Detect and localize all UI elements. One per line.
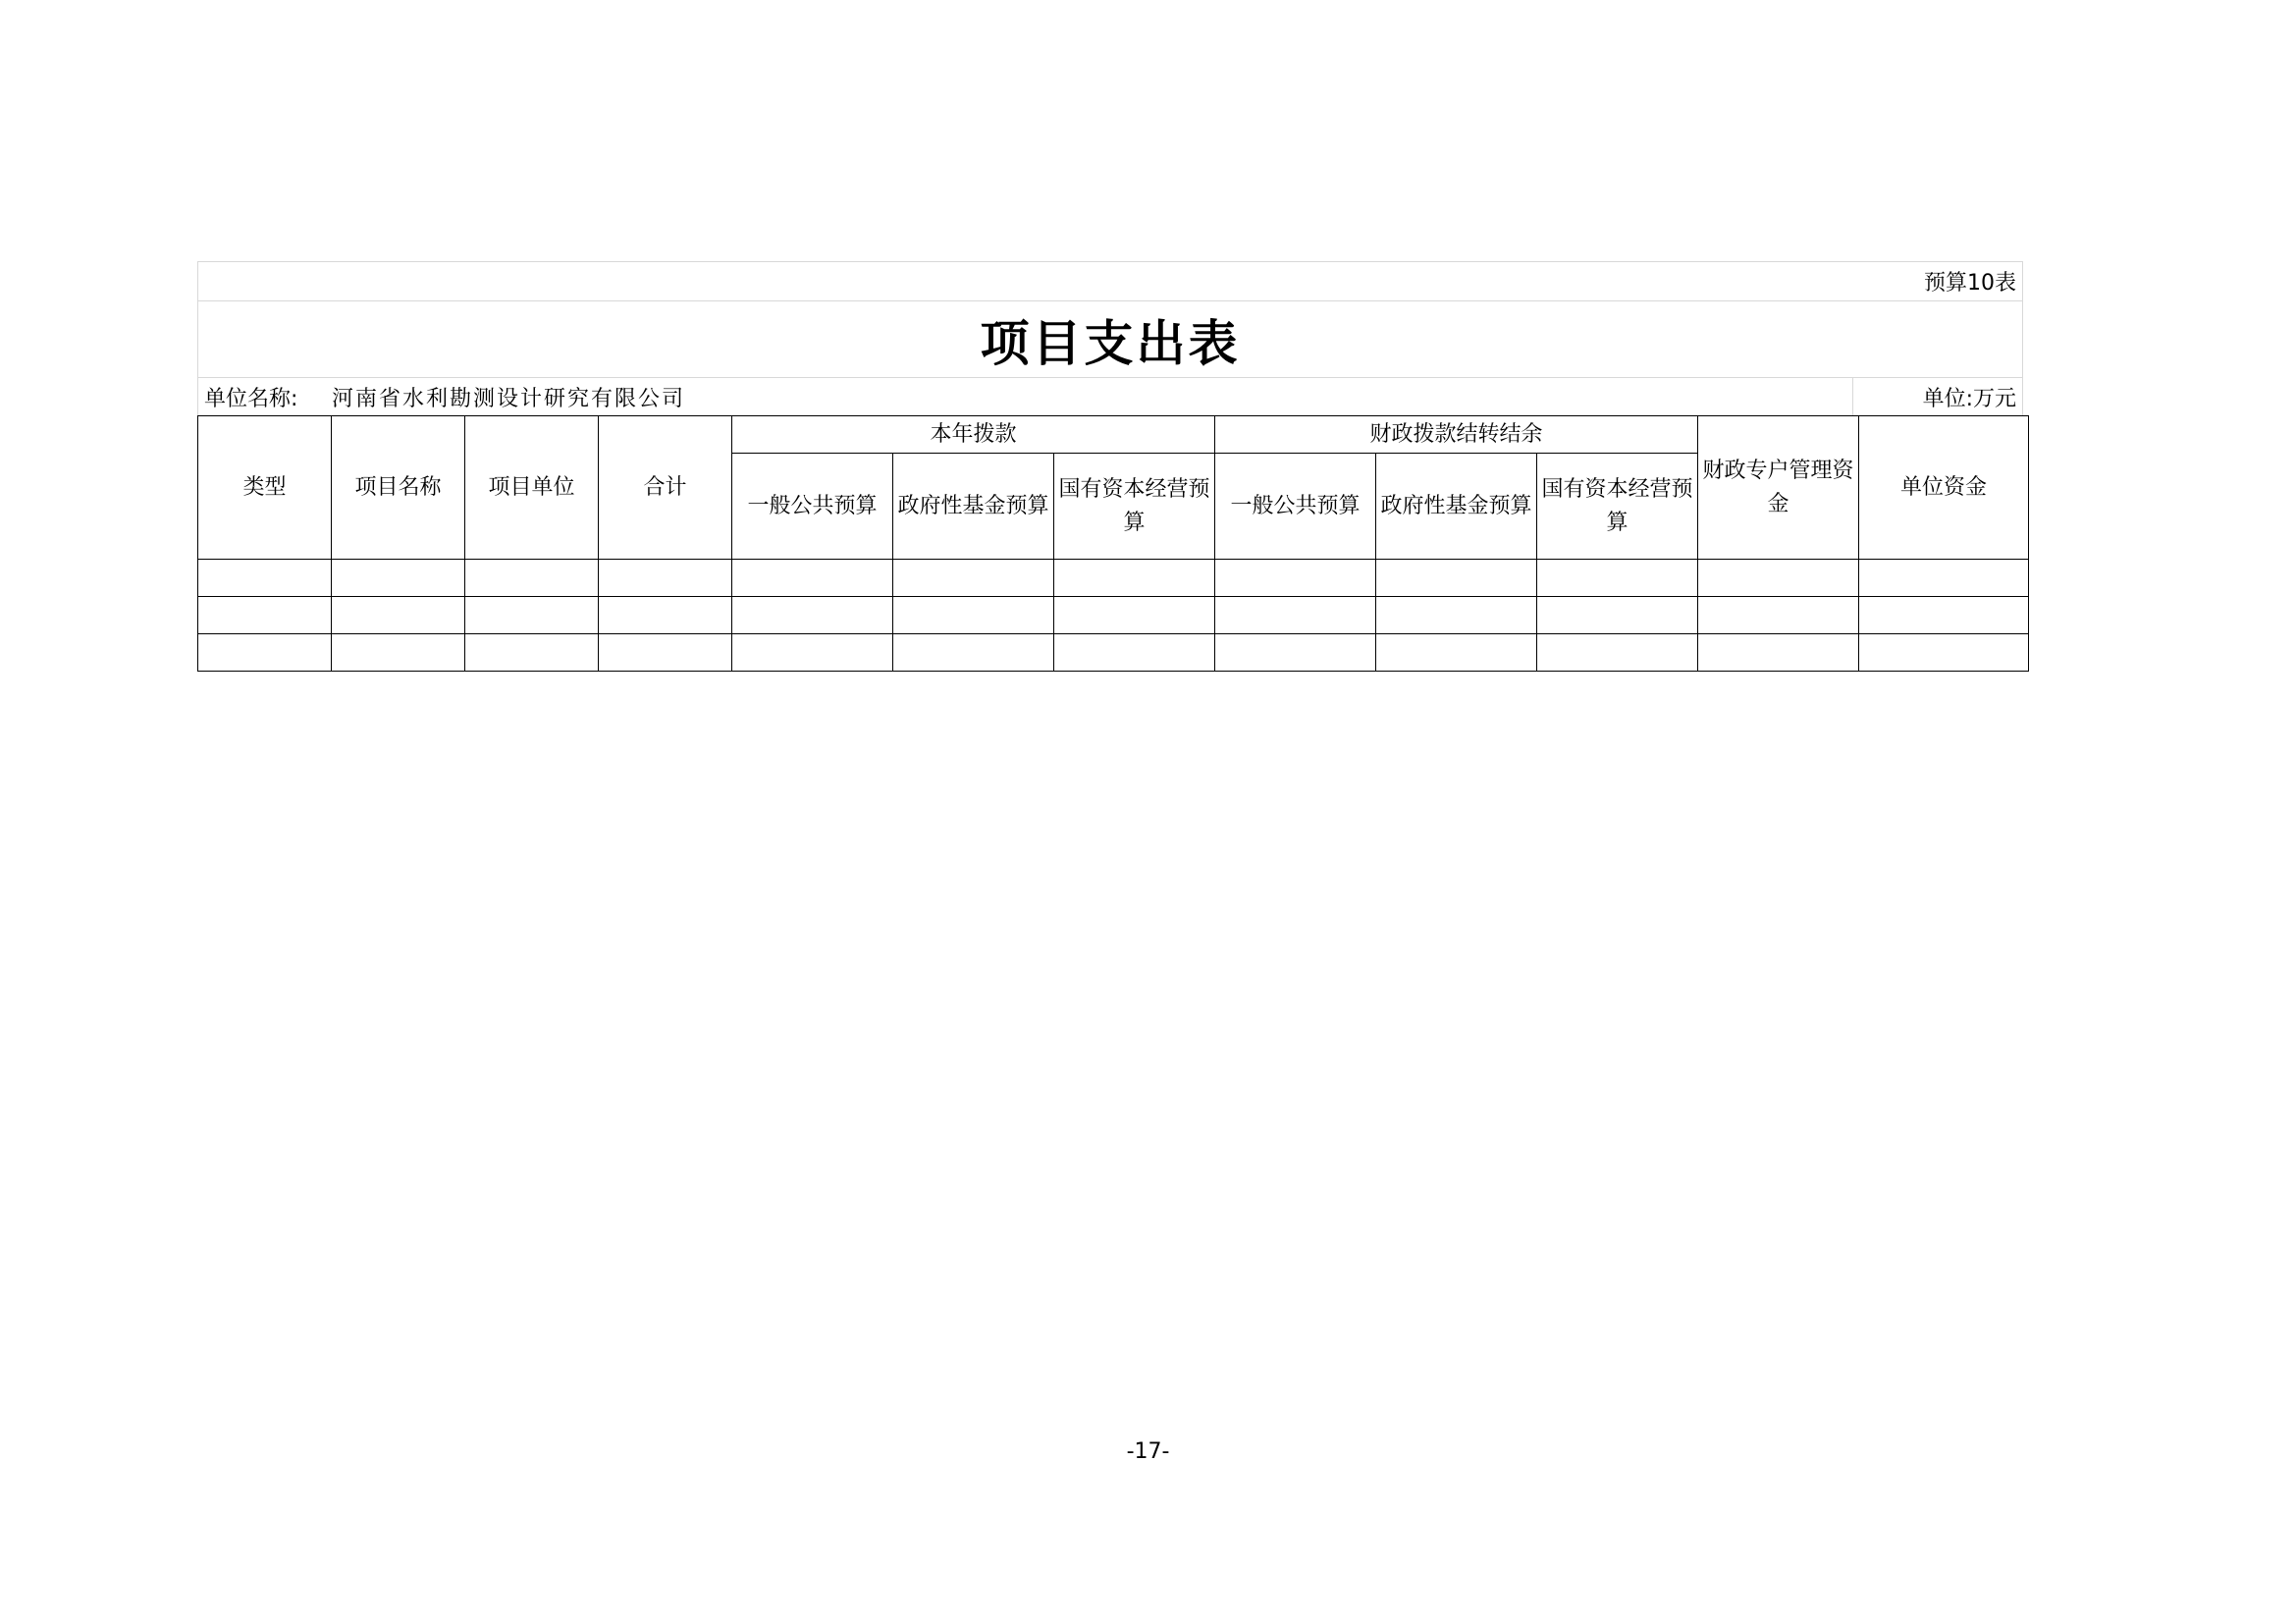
table-cell xyxy=(332,560,465,597)
header-carry-general-public-budget: 一般公共预算 xyxy=(1215,454,1376,560)
table-cell xyxy=(332,634,465,672)
table-cell xyxy=(1054,634,1215,672)
header-special-fund: 财政专户管理资金 xyxy=(1698,416,1859,560)
table-cell xyxy=(1376,634,1537,672)
header-unit-fund: 单位资金 xyxy=(1859,416,2029,560)
page-title: 项目支出表 xyxy=(980,314,1241,372)
header-type: 类型 xyxy=(198,416,332,560)
header-carry-state-capital-budget: 国有资本经营预算 xyxy=(1537,454,1698,560)
table-cell xyxy=(198,634,332,672)
table-cell xyxy=(1215,597,1376,634)
header-state-capital-budget: 国有资本经营预算 xyxy=(1054,454,1215,560)
table-cell xyxy=(1698,634,1859,672)
table-cell xyxy=(1215,560,1376,597)
header-carryover-group: 财政拨款结转结余 xyxy=(1215,416,1698,454)
table-cell xyxy=(465,560,599,597)
table-cell xyxy=(599,597,732,634)
table-row xyxy=(198,634,2029,672)
table-cell xyxy=(1376,560,1537,597)
table-cell xyxy=(893,634,1054,672)
table-cell xyxy=(1859,560,2029,597)
table-cell xyxy=(1376,597,1537,634)
money-unit: 单位:万元 xyxy=(1852,378,2022,415)
table-cell xyxy=(1859,634,2029,672)
table-cell xyxy=(1054,560,1215,597)
table-cell xyxy=(1537,634,1698,672)
header-project-name: 项目名称 xyxy=(332,416,465,560)
header-carry-gov-fund-budget: 政府性基金预算 xyxy=(1376,454,1537,560)
table-cell xyxy=(465,634,599,672)
title-row xyxy=(197,300,2023,377)
header-total: 合计 xyxy=(599,416,732,560)
table-cell xyxy=(198,597,332,634)
table-cell xyxy=(1698,597,1859,634)
page-number: -17- xyxy=(1126,1439,1170,1464)
table-row xyxy=(198,560,2029,597)
unit-label: 单位名称: xyxy=(204,386,298,411)
table-cell xyxy=(1215,634,1376,672)
project-expenditure-table xyxy=(197,415,2029,672)
table-cell xyxy=(732,634,893,672)
table-cell xyxy=(893,560,1054,597)
table-cell xyxy=(732,597,893,634)
header-gov-fund-budget: 政府性基金预算 xyxy=(893,454,1054,560)
table-cell xyxy=(332,597,465,634)
unit-name: 河南省水利勘测设计研究有限公司 xyxy=(332,386,686,411)
table-cell xyxy=(599,634,732,672)
header-general-public-budget: 一般公共预算 xyxy=(732,454,893,560)
form-code-row xyxy=(197,261,2023,300)
unit-row xyxy=(197,377,2023,415)
table-cell xyxy=(465,597,599,634)
header-project-unit: 项目单位 xyxy=(465,416,599,560)
table-row xyxy=(198,597,2029,634)
budget-sheet xyxy=(197,261,2023,672)
table-cell xyxy=(1698,560,1859,597)
table-cell xyxy=(732,560,893,597)
table-cell xyxy=(1537,597,1698,634)
header-row-1 xyxy=(198,416,2029,454)
table-cell xyxy=(1859,597,2029,634)
table-cell xyxy=(1054,597,1215,634)
form-code: 预算10表 xyxy=(1924,271,2016,296)
header-current-year-group: 本年拨款 xyxy=(732,416,1215,454)
table-cell xyxy=(599,560,732,597)
table-cell xyxy=(198,560,332,597)
table-cell xyxy=(893,597,1054,634)
table-cell xyxy=(1537,560,1698,597)
